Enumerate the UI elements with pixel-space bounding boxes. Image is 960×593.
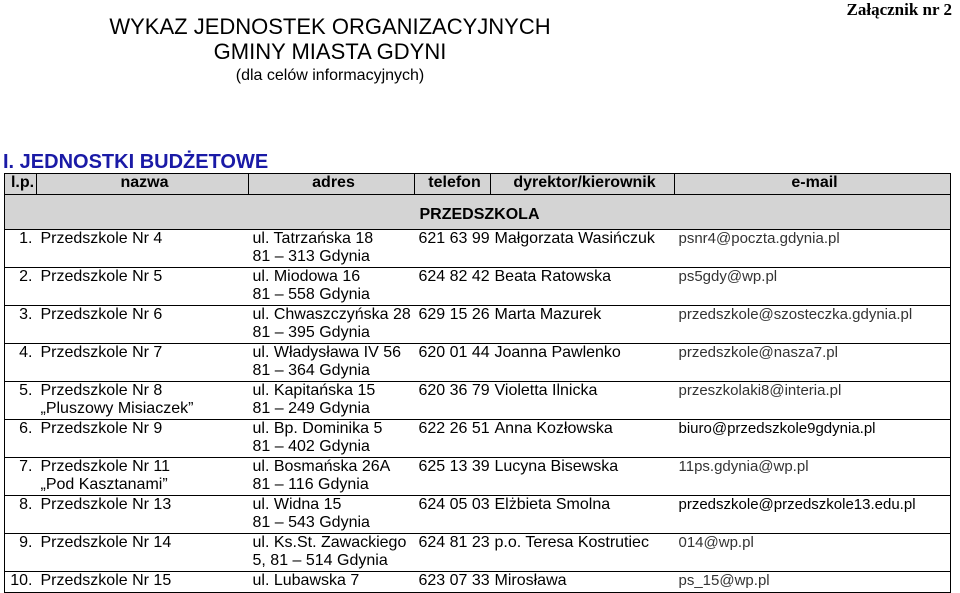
cell-director-director: Mirosława (494, 572, 567, 589)
header-name: nazwa (37, 174, 249, 195)
cell-email-email: przedszkole@przedszkole13.edu.pl (678, 496, 916, 513)
subtitle: (dla celów informacyjnych) (235, 67, 425, 84)
cell-email-email: przedszkole@szosteczka.gdynia.pl (678, 306, 913, 323)
cell-name-name1: Przedszkole Nr 7 (40, 344, 163, 361)
cell-director-director: Małgorzata Wasińczuk (494, 230, 655, 247)
cell-name-name1: Przedszkole Nr 14 (40, 534, 172, 551)
group-label: PRZEDSZKOLA (5, 195, 951, 230)
cell-name (37, 534, 249, 572)
cell-name (37, 268, 249, 306)
cell-address (249, 344, 415, 382)
cell-lp (5, 382, 37, 420)
cell-address-addr1: ul. Widna 15 (252, 496, 342, 513)
cell-address (249, 458, 415, 496)
cell-name-name1: Przedszkole Nr 11 (40, 458, 171, 475)
title-line-2: GMINY MIASTA GDYNI (213, 39, 447, 64)
table-row (5, 572, 951, 593)
table-row (5, 306, 951, 344)
cell-lp (5, 306, 37, 344)
cell-lp-lp: 8. (19, 496, 33, 513)
header-address: adres (249, 174, 415, 195)
cell-name (37, 420, 249, 458)
cell-director-director: p.o. Teresa Kostrutiec (494, 534, 649, 551)
cell-lp (5, 230, 37, 268)
cell-email-email: przedszkole@nasza7.pl (678, 344, 838, 361)
cell-phone-phone: 620 36 79 (418, 382, 490, 399)
cell-lp-lp: 10. (10, 572, 33, 589)
cell-address (249, 534, 415, 572)
cell-director (491, 382, 675, 420)
cell-name-name1: Przedszkole Nr 6 (40, 306, 163, 323)
cell-lp-lp: 4. (19, 344, 33, 361)
cell-phone (415, 382, 491, 420)
cell-email (675, 534, 951, 572)
cell-name-name2: „Pluszowy Misiaczek” (40, 400, 194, 417)
cell-address-addr1: ul. Tatrzańska 18 (252, 230, 374, 247)
cell-address-addr2: 81 – 558 Gdynia (252, 286, 370, 303)
units-table (4, 173, 951, 593)
header-lp: l.p. (5, 174, 37, 195)
cell-address-addr2: 81 – 313 Gdynia (252, 248, 370, 265)
cell-address-addr1: ul. Ks.St. Zawackiego (252, 534, 407, 551)
group-row (5, 195, 951, 230)
cell-email-email: ps5gdy@wp.pl (678, 268, 778, 285)
cell-address-addr2: 81 – 249 Gdynia (252, 400, 370, 417)
header-email: e-mail (675, 174, 951, 195)
cell-address (249, 572, 415, 593)
cell-email (675, 496, 951, 534)
cell-director-director: Beata Ratowska (494, 268, 612, 285)
cell-lp (5, 420, 37, 458)
cell-address (249, 496, 415, 534)
cell-address (249, 306, 415, 344)
table-header-row (5, 174, 951, 195)
cell-email (675, 306, 951, 344)
cell-email-email: 11ps.gdynia@wp.pl (678, 458, 809, 475)
table-row (5, 458, 951, 496)
annex-label: Załącznik nr 2 (846, 0, 952, 19)
cell-address (249, 382, 415, 420)
cell-lp-lp: 5. (19, 382, 33, 399)
cell-email (675, 230, 951, 268)
cell-lp-lp: 6. (19, 420, 33, 437)
table-row (5, 534, 951, 572)
cell-name-name1: Przedszkole Nr 5 (40, 268, 163, 285)
table-row (5, 382, 951, 420)
cell-phone (415, 458, 491, 496)
table-row (5, 268, 951, 306)
cell-director-director: Elżbieta Smolna (494, 496, 611, 513)
cell-email-email: ps_15@wp.pl (678, 572, 770, 589)
cell-director (491, 268, 675, 306)
cell-address-addr1: ul. Bosmańska 26A (252, 458, 391, 475)
cell-phone-phone: 623 07 33 (418, 572, 490, 589)
document-title (0, 14, 660, 86)
cell-phone-phone: 624 81 23 (418, 534, 490, 551)
cell-lp (5, 268, 37, 306)
cell-phone (415, 306, 491, 344)
cell-address (249, 420, 415, 458)
title-line-1: WYKAZ JEDNOSTEK ORGANIZACYJNYCH (109, 14, 551, 39)
cell-email (675, 458, 951, 496)
cell-lp-lp: 9. (19, 534, 33, 551)
cell-director-director: Anna Kozłowska (494, 420, 613, 437)
cell-name (37, 230, 249, 268)
cell-lp (5, 572, 37, 593)
table-row (5, 344, 951, 382)
cell-lp (5, 344, 37, 382)
cell-name (37, 306, 249, 344)
cell-name-name1: Przedszkole Nr 4 (40, 230, 163, 247)
cell-address-addr1: ul. Władysława IV 56 (252, 344, 402, 361)
cell-director (491, 306, 675, 344)
header-phone: telefon (415, 174, 491, 195)
cell-director-director: Violetta Ilnicka (494, 382, 598, 399)
cell-director-director: Lucyna Bisewska (494, 458, 619, 475)
cell-email (675, 382, 951, 420)
cell-address-addr2: 81 – 364 Gdynia (252, 362, 370, 379)
cell-phone (415, 344, 491, 382)
cell-director (491, 534, 675, 572)
cell-address-addr2: 81 – 116 Gdynia (252, 476, 369, 493)
cell-lp (5, 458, 37, 496)
cell-lp-lp: 1. (19, 230, 33, 247)
cell-email (675, 344, 951, 382)
cell-email (675, 268, 951, 306)
cell-name-name1: Przedszkole Nr 13 (40, 496, 172, 513)
cell-email-email: przeszkolaki8@interia.pl (678, 382, 842, 399)
cell-phone-phone: 621 63 99 (418, 230, 490, 247)
cell-address-addr1: ul. Kapitańska 15 (252, 382, 376, 399)
cell-address-addr1: ul. Lubawska 7 (252, 572, 360, 589)
cell-lp (5, 496, 37, 534)
section-heading: I. JEDNOSTKI BUDŻETOWE (3, 151, 269, 173)
cell-director (491, 458, 675, 496)
cell-name (37, 496, 249, 534)
cell-email (675, 572, 951, 593)
cell-phone (415, 496, 491, 534)
cell-name (37, 344, 249, 382)
cell-director (491, 344, 675, 382)
cell-address-addr2: 81 – 543 Gdynia (252, 514, 370, 531)
cell-lp (5, 534, 37, 572)
cell-email-email: 014@wp.pl (678, 534, 754, 551)
cell-phone-phone: 622 26 51 (418, 420, 490, 437)
cell-address-addr2: 5, 81 – 514 Gdynia (252, 552, 388, 569)
cell-phone (415, 268, 491, 306)
table-row (5, 230, 951, 268)
cell-email-email: psnr4@poczta.gdynia.pl (678, 230, 840, 247)
cell-address-addr1: ul. Chwaszczyńska 28 (252, 306, 411, 323)
cell-lp-lp: 2. (19, 268, 33, 285)
cell-email-email: biuro@przedszkole9gdynia.pl (678, 420, 876, 437)
cell-director (491, 420, 675, 458)
cell-address-addr2: 81 – 395 Gdynia (252, 324, 370, 341)
cell-phone-phone: 625 13 39 (418, 458, 490, 475)
cell-email (675, 420, 951, 458)
cell-name (37, 458, 249, 496)
cell-phone-phone: 624 05 03 (418, 496, 490, 513)
cell-phone-phone: 629 15 26 (418, 306, 490, 323)
cell-address-addr1: ul. Bp. Dominika 5 (252, 420, 383, 437)
cell-lp-lp: 7. (19, 458, 33, 475)
cell-phone (415, 230, 491, 268)
cell-phone-phone: 620 01 44 (418, 344, 490, 361)
cell-phone (415, 572, 491, 593)
cell-address (249, 268, 415, 306)
cell-director-director: Joanna Pawlenko (494, 344, 621, 361)
cell-name-name1: Przedszkole Nr 15 (40, 572, 172, 589)
cell-director (491, 230, 675, 268)
header-director: dyrektor/kierownik (491, 174, 675, 195)
cell-director (491, 572, 675, 593)
cell-name-name1: Przedszkole Nr 8 (40, 382, 163, 399)
cell-name (37, 572, 249, 593)
cell-address-addr2: 81 – 402 Gdynia (252, 438, 370, 455)
cell-name-name1: Przedszkole Nr 9 (40, 420, 163, 437)
cell-lp-lp: 3. (19, 306, 33, 323)
cell-address (249, 230, 415, 268)
cell-phone (415, 534, 491, 572)
cell-phone (415, 420, 491, 458)
cell-director-director: Marta Mazurek (494, 306, 602, 323)
cell-address-addr1: ul. Miodowa 16 (252, 268, 361, 285)
cell-name-name2: „Pod Kasztanami” (40, 476, 168, 493)
cell-director (491, 496, 675, 534)
table-row (5, 420, 951, 458)
table-row (5, 496, 951, 534)
cell-phone-phone: 624 82 42 (418, 268, 490, 285)
cell-name (37, 382, 249, 420)
